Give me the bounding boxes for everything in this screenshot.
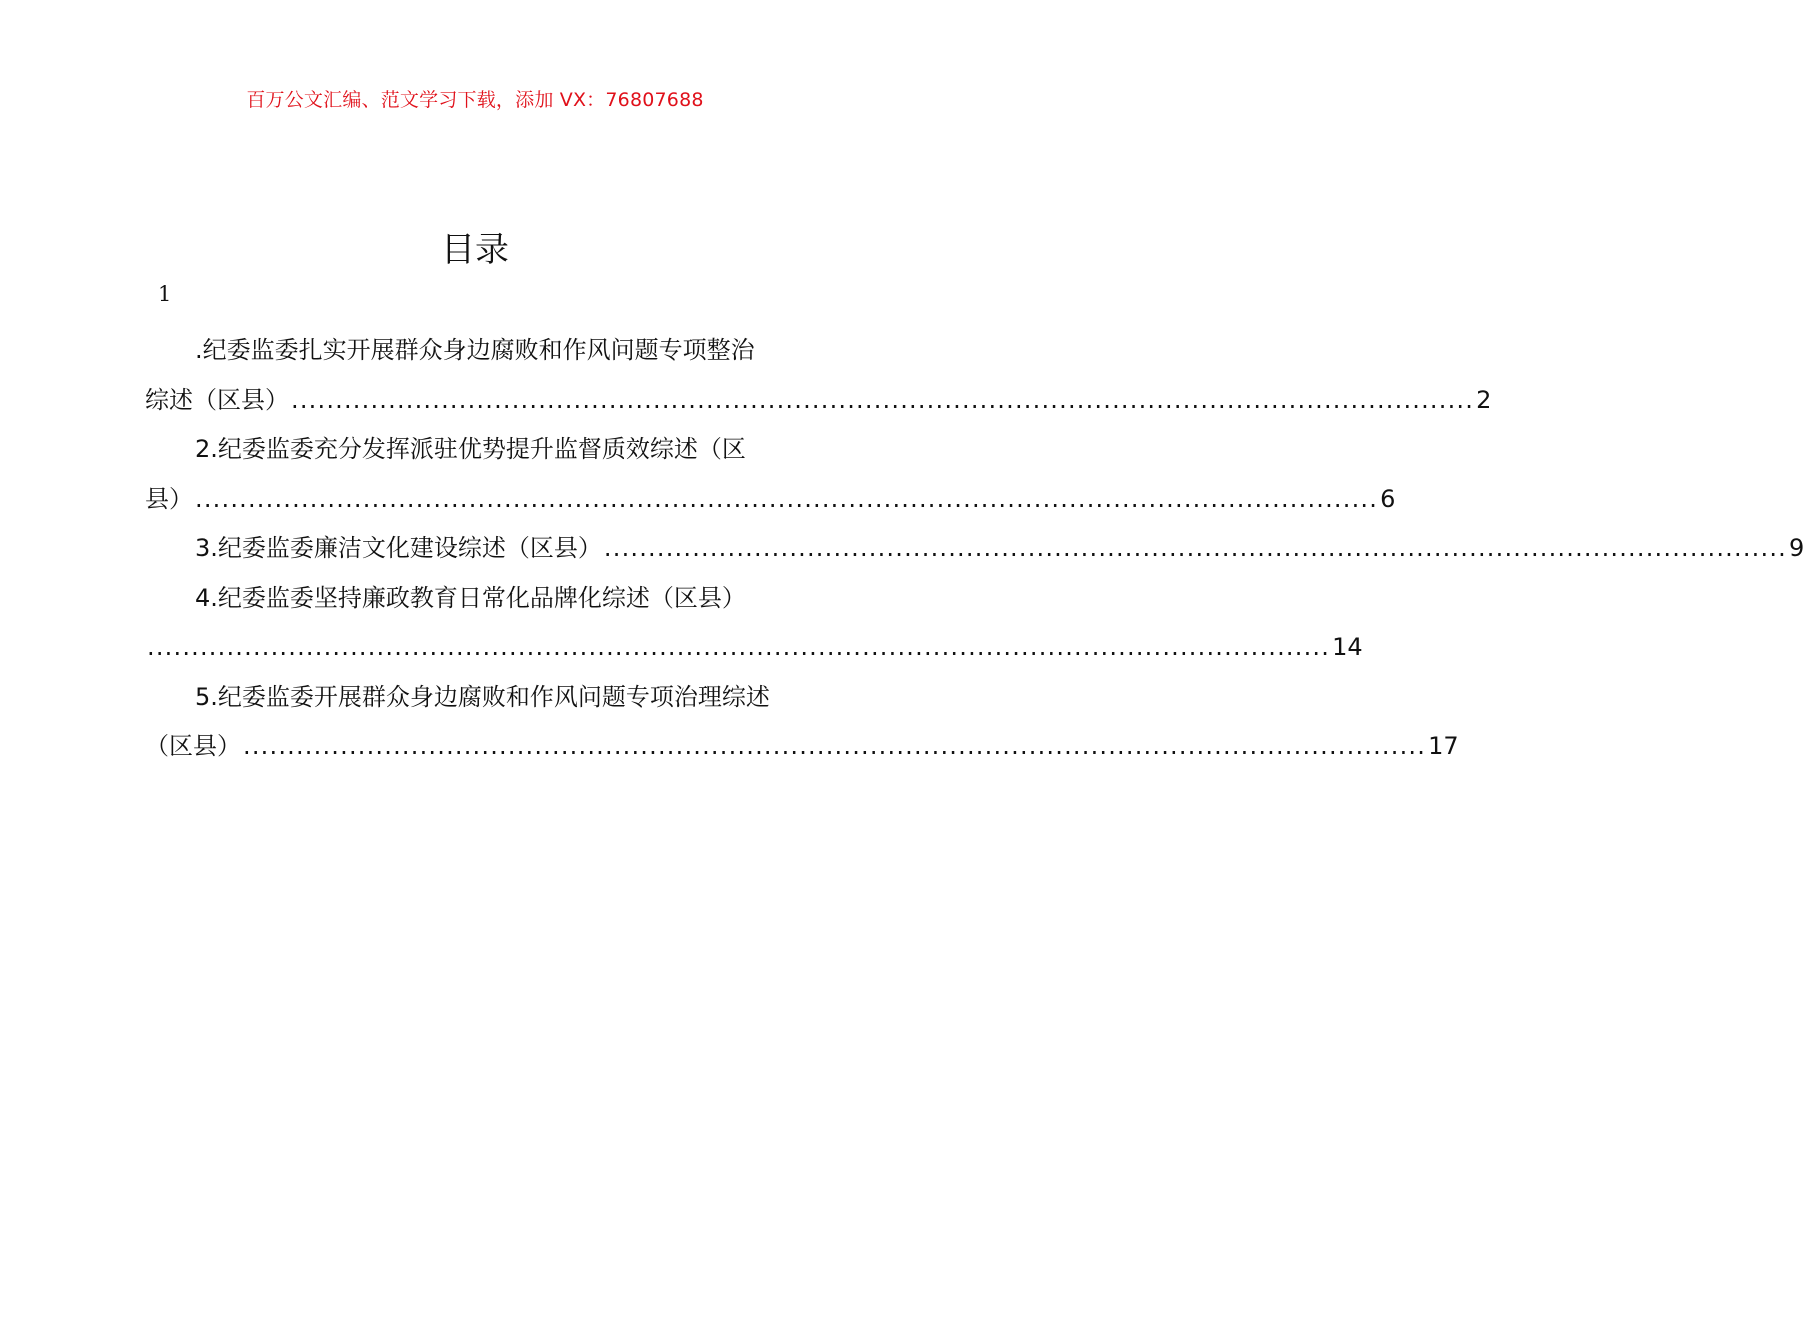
toc-page-number: 17: [1428, 732, 1459, 760]
dot-leader: ......................................................................................................................................: [243, 732, 1427, 760]
toc-page-number: 14: [1332, 633, 1363, 661]
table-of-contents: [145, 326, 1804, 772]
toc-entry-3[interactable]: [145, 524, 1804, 574]
toc-page-number: 2: [1476, 385, 1492, 414]
dot-leader: ......................................................................................................................................: [147, 633, 1331, 661]
dot-leader: ......................................................................................................................................: [603, 534, 1787, 562]
toc-entry-title-line: 县）: [145, 484, 193, 513]
toc-entry-title-line: .纪委监委扎实开展群众身边腐败和作风问题专项整治: [195, 336, 755, 364]
toc-entry-2[interactable]: [145, 425, 1396, 524]
dot-leader: ......................................................................................................................................: [195, 484, 1379, 513]
dot-leader: ......................................................................................................................................: [291, 385, 1475, 414]
toc-entry-4[interactable]: [145, 574, 1363, 673]
toc-entry-title-line: 5.纪委监委开展群众身边腐败和作风问题专项治理综述: [195, 682, 770, 711]
toc-entry-title-line: （区县）: [145, 732, 241, 760]
toc-entry-5[interactable]: [145, 673, 1459, 772]
toc-entry-title-line: 2.纪委监委充分发挥派驻优势提升监督质效综述（区: [195, 435, 746, 463]
toc-entry-1[interactable]: [145, 326, 1492, 425]
toc-entry-title-line: 3.纪委监委廉洁文化建设综述（区县）: [195, 534, 602, 562]
toc-page-number: 6: [1380, 484, 1396, 513]
stray-number: 1: [158, 282, 172, 306]
toc-entry-title-line: 综述（区县）: [145, 385, 289, 414]
toc-page-number: 9: [1788, 534, 1804, 562]
header-note: 百万公文汇编、范文学习下载，添加 VX：76807688: [246, 89, 704, 111]
toc-entry-title-line: 4.纪委监委坚持廉政教育日常化品牌化综述（区县）: [195, 583, 746, 612]
page-title: 目录: [441, 230, 509, 270]
